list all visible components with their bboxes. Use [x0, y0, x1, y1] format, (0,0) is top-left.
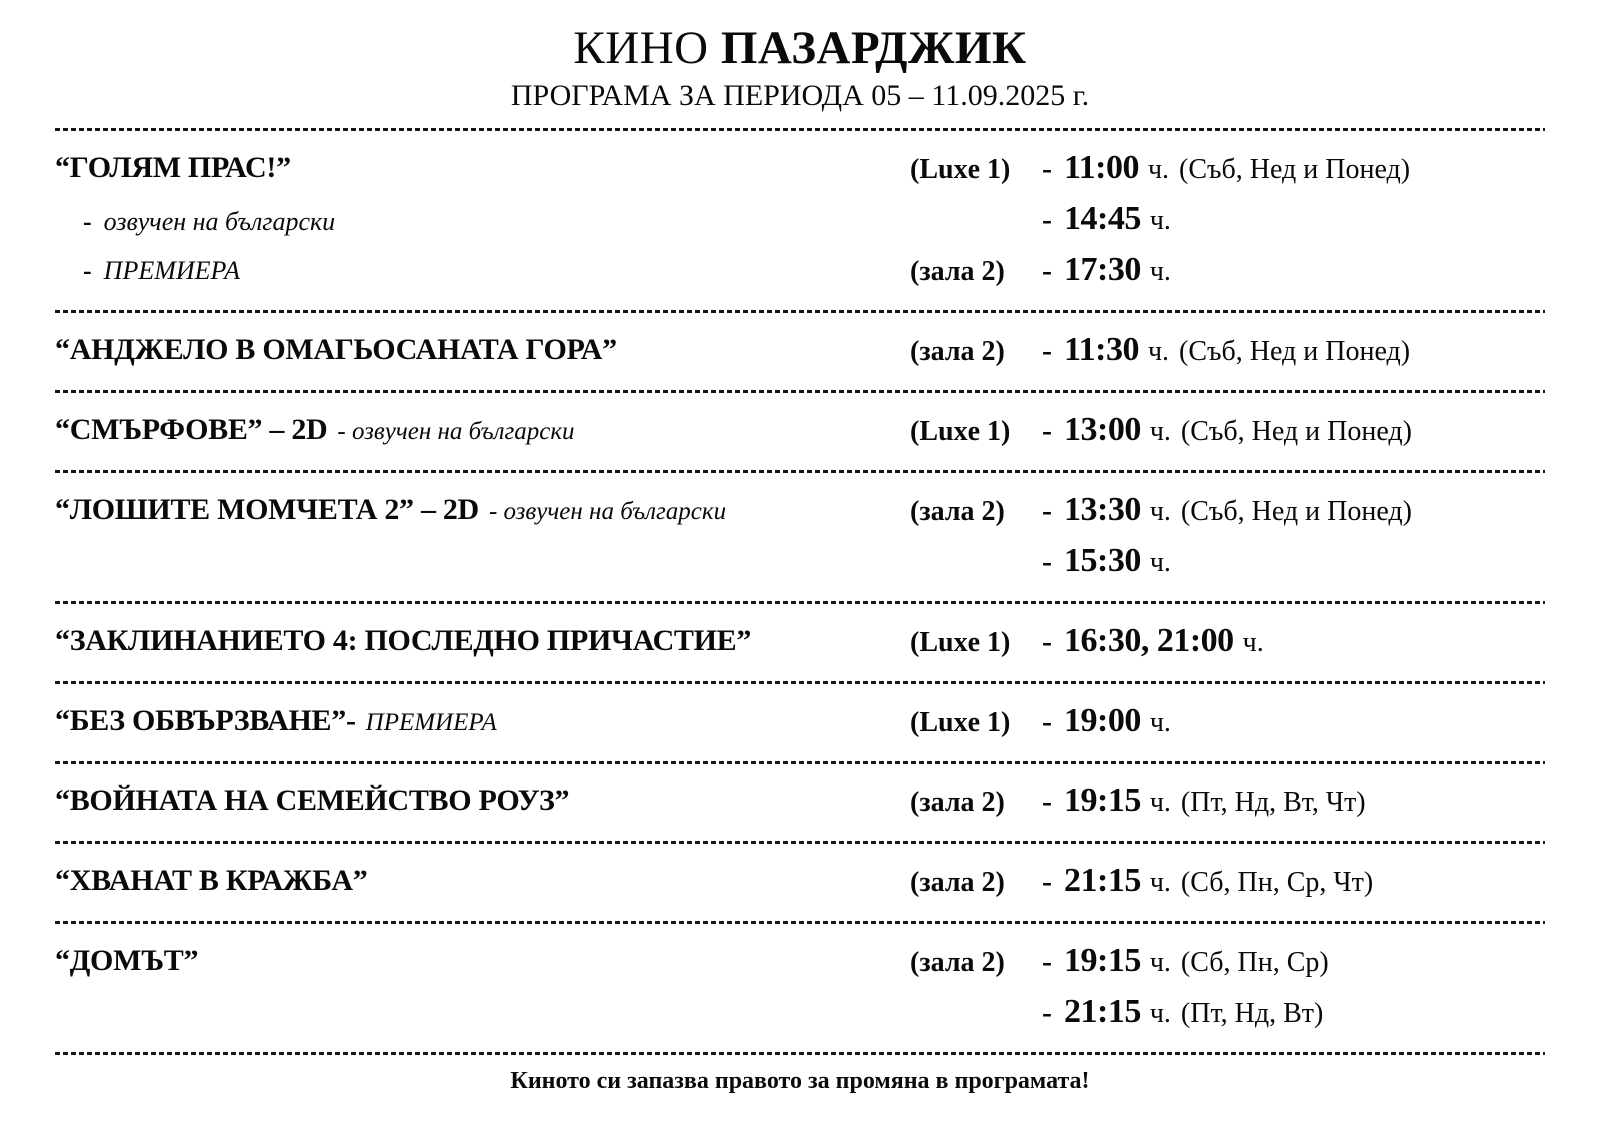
- movie-notes: [55, 197, 910, 295]
- movie-title: “ЛОШИТЕ МОМЧЕТА 2” – 2D: [55, 493, 479, 526]
- time-unit: ч.: [1149, 707, 1171, 738]
- showtime-line: [910, 696, 1545, 747]
- footer-note: Киното си запазва правото за промяна в програмата!: [510, 1068, 1090, 1094]
- time-dash: -: [1042, 414, 1052, 447]
- time-unit: ч.: [1149, 867, 1171, 898]
- time-dash: -: [1042, 494, 1052, 527]
- hall-label: (зала 2): [910, 336, 1005, 367]
- showtime-time: 11:30: [1064, 331, 1139, 368]
- movie-inline-note: - озвучен на български: [337, 418, 575, 445]
- time-dash: -: [1042, 254, 1052, 287]
- hall-label: (зала 2): [910, 947, 1005, 978]
- time-unit: ч.: [1149, 416, 1171, 447]
- showtime-days: (Съб, Нед и Понед): [1179, 154, 1411, 185]
- hall-label: (зала 2): [910, 867, 1005, 898]
- movie-showtimes: [910, 143, 1545, 296]
- note-text: озвучен на български: [103, 207, 336, 236]
- hall-label: (зала 2): [910, 787, 1005, 818]
- movie-showtimes: [910, 696, 1545, 747]
- note-text: ПРЕМИЕРА: [103, 256, 241, 285]
- showtime-line: [910, 405, 1545, 456]
- time-dash: -: [1042, 545, 1052, 578]
- movie-showtimes: [910, 325, 1545, 376]
- note-bullet: -: [83, 256, 92, 285]
- time-dash: -: [1042, 705, 1052, 738]
- movie-title: “БЕЗ ОБВЪРЗВАНЕ”-: [55, 704, 356, 737]
- time-dash: -: [1042, 152, 1052, 185]
- hall-label: (зала 2): [910, 256, 1005, 287]
- showtime-line: [910, 987, 1545, 1038]
- showtime-time: 21:15: [1064, 862, 1141, 899]
- hall-label: (Luxe 1): [910, 416, 1011, 447]
- showtime-line: [910, 776, 1545, 827]
- showtime-time: 13:00: [1064, 411, 1141, 448]
- movie-title: “ХВАНАТ В КРАЖБА”: [55, 864, 368, 897]
- program-entry: [55, 921, 1545, 1052]
- showtime-time: 14:45: [1064, 200, 1141, 237]
- program-entry: [55, 470, 1545, 601]
- program-entry: [55, 601, 1545, 681]
- showtime-time: 19:15: [1064, 942, 1141, 979]
- time-unit: ч.: [1149, 947, 1171, 978]
- showtime-time: 15:30: [1064, 542, 1141, 579]
- showtime-line: [910, 194, 1545, 245]
- showtime-days: (Пт, Нд, Вт, Чт): [1180, 787, 1366, 818]
- time-dash: -: [1042, 334, 1052, 367]
- movie-title: “СМЪРФОВЕ” – 2D: [55, 413, 328, 446]
- note-bullet: -: [83, 207, 92, 236]
- program-entry: [55, 390, 1545, 470]
- movie-inline-note: - озвучен на български: [488, 498, 727, 525]
- movie-title: “АНДЖЕЛО В ОМАГЬОСАНАТА ГОРА”: [55, 333, 617, 366]
- time-unit: ч.: [1149, 787, 1171, 818]
- showtime-time: 19:15: [1064, 782, 1141, 819]
- showtime-time: 19:00: [1064, 702, 1141, 739]
- movie-showtimes: [910, 936, 1545, 1038]
- movie-title: “ДОМЪТ”: [55, 944, 199, 977]
- program-entry: [55, 310, 1545, 390]
- showtime-days: (Пт, Нд, Вт): [1180, 998, 1324, 1029]
- showtime-line: [910, 325, 1545, 376]
- movie-title: “ГОЛЯМ ПРАС!”: [55, 151, 291, 184]
- program-entry: [55, 761, 1545, 841]
- showtime-line: [910, 856, 1545, 907]
- showtime-time: 13:30: [1064, 491, 1141, 528]
- showtime-line: [910, 143, 1545, 194]
- movie-note: [55, 246, 910, 295]
- showtime-line: [910, 616, 1545, 667]
- time-dash: -: [1042, 996, 1052, 1029]
- time-unit: ч.: [1147, 336, 1170, 367]
- time-dash: -: [1042, 785, 1052, 818]
- program-entry: [55, 681, 1545, 761]
- time-unit: ч.: [1149, 205, 1171, 236]
- showtime-time: 16:30, 21:00: [1064, 622, 1234, 659]
- movie-showtimes: [910, 776, 1545, 827]
- showtime-days: (Съб, Нед и Понед): [1179, 336, 1411, 367]
- movie-note: [55, 197, 910, 246]
- showtime-line: [910, 536, 1545, 587]
- showtime-time: 11:00: [1064, 149, 1139, 186]
- movie-title: “ЗАКЛИНАНИЕТО 4: ПОСЛЕДНО ПРИЧАСТИЕ”: [55, 624, 752, 657]
- page-title-bold: ПАЗАРДЖИК: [720, 22, 1027, 74]
- time-dash: -: [1042, 945, 1052, 978]
- time-unit: ч.: [1149, 547, 1171, 578]
- movie-title: “ВОЙНАТА НА СЕМЕЙСТВО РОУЗ”: [55, 784, 570, 817]
- movie-showtimes: [910, 616, 1545, 667]
- time-unit: ч.: [1147, 154, 1170, 185]
- showtime-days: (Съб, Нед и Понед): [1180, 496, 1412, 527]
- hall-label: (Luxe 1): [910, 627, 1011, 658]
- movie-inline-note: ПРЕМИЕРА: [365, 709, 497, 736]
- showtime-days: (Сб, Пн, Ср, Чт): [1180, 867, 1374, 898]
- showtime-line: [910, 245, 1545, 296]
- hall-label: (зала 2): [910, 496, 1005, 527]
- page-title: [55, 20, 1545, 76]
- movie-showtimes: [910, 485, 1545, 587]
- showtime-days: (Съб, Нед и Понед): [1180, 416, 1412, 447]
- showtime-time: 17:30: [1064, 251, 1141, 288]
- showtime-line: [910, 936, 1545, 987]
- page-subtitle: ПРОГРАМА ЗА ПЕРИОДА 05 – 11.09.2025 г.: [510, 79, 1090, 112]
- program-entry: [55, 128, 1545, 310]
- hall-label: (Luxe 1): [910, 707, 1011, 738]
- time-dash: -: [1042, 865, 1052, 898]
- program-entries: [55, 128, 1545, 1052]
- page-title-regular: КИНО: [573, 22, 721, 74]
- showtime-days: (Сб, Пн, Ср): [1180, 947, 1329, 978]
- movie-showtimes: [910, 405, 1545, 456]
- time-dash: -: [1042, 203, 1052, 236]
- hall-label: (Luxe 1): [910, 154, 1011, 185]
- time-unit: ч.: [1242, 627, 1264, 658]
- time-unit: ч.: [1149, 256, 1171, 287]
- movie-showtimes: [910, 856, 1545, 907]
- time-unit: ч.: [1149, 998, 1171, 1029]
- showtime-time: 21:15: [1064, 993, 1141, 1030]
- program-entry: [55, 841, 1545, 921]
- time-unit: ч.: [1149, 496, 1171, 527]
- showtime-line: [910, 485, 1545, 536]
- time-dash: -: [1042, 625, 1052, 658]
- header: [55, 20, 1545, 114]
